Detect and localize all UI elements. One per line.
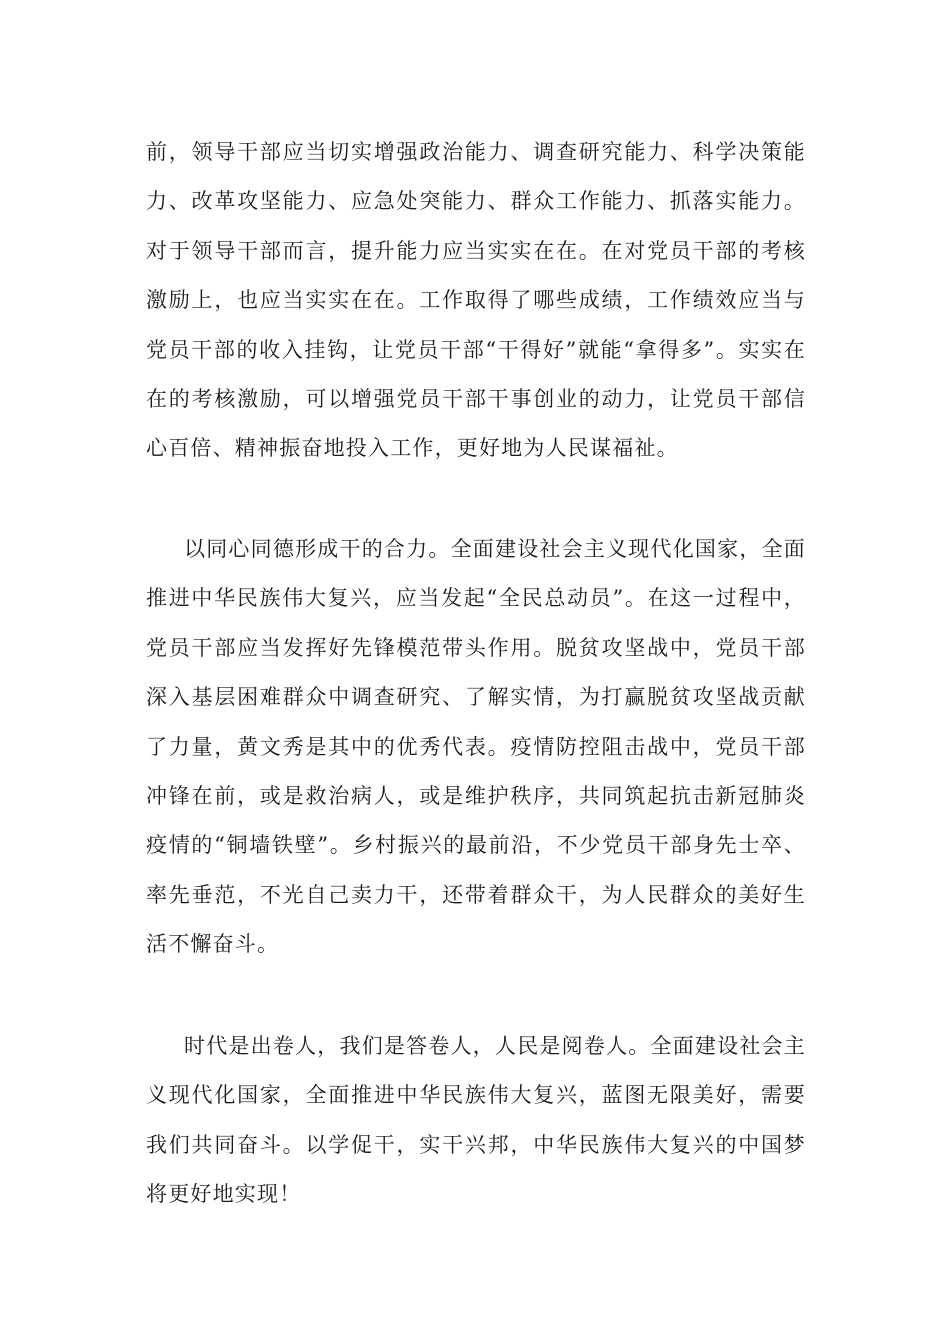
paragraph-2: 以同心同德形成干的合力。全面建设社会主义现代化国家，全面推进中华民族伟大复兴，应当发起“全民总动员”。在这一过程中，党员干部应当发挥好先锋模范带头作用。脱贫攻坚战中，党员干部深入基层困难群众中调查研究、了解实情，为打赢脱贫攻坚战贡献了力量，黄文秀是其中的优秀代表。疫情防控阻击战中，党员干部冲锋在前，或是救治病人，或是维护秩序，共同筑起抗击新冠肺炎疫情的“铜墙铁壁”。乡村振兴的最前沿，不少党员干部身先士卒、率先垂范，不光自己卖力干，还带着群众干，为人民群众的美好生活不懈奋斗。 (146, 537, 806, 957)
paragraph-3: 时代是出卷人，我们是答卷人，人民是阅卷人。全面建设社会主义现代化国家，全面推进中华民族伟大复兴，蓝图无限美好，需要我们共同奋斗。以学促干，实干兴邦，中华民族伟大复兴的中国梦将更好地实现！ (146, 1034, 806, 1207)
paragraph-1: 前，领导干部应当切实增强政治能力、调查研究能力、科学决策能力、改革攻坚能力、应急处突能力、群众工作能力、抓落实能力。对于领导干部而言，提升能力应当实实在在。在对党员干部的考核激励上，也应当实实在在。工作取得了哪些成绩，工作绩效应当与党员干部的收入挂钩，让党员干部“干得好”就能“拿得多”。实实在在的考核激励，可以增强党员干部干事创业的动力，让党员干部信心百倍、精神振奋地投入工作，更好地为人民谋福祉。 (146, 140, 806, 461)
